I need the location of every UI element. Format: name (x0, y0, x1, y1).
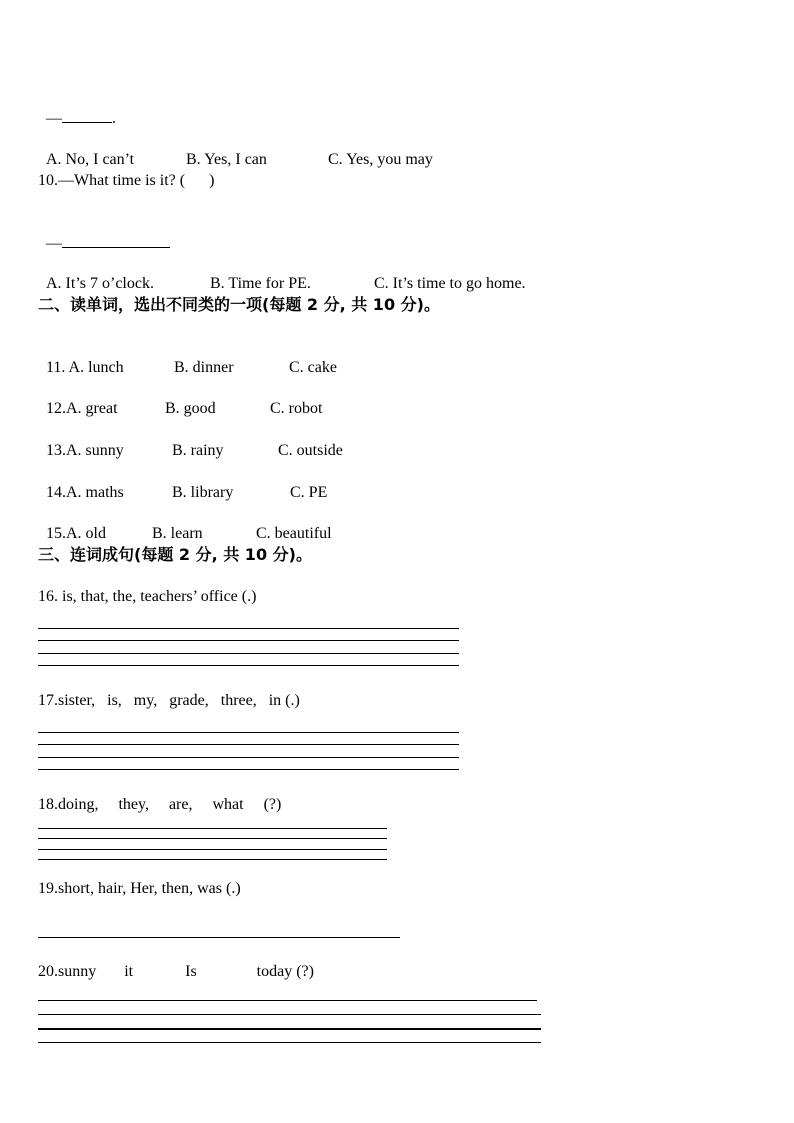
item-b: B. rainy (172, 442, 224, 459)
writing-line[interactable] (38, 769, 459, 770)
list-item (38, 463, 328, 503)
option-a: A. No, I can’t (46, 151, 135, 168)
q10-options (38, 254, 526, 294)
dash: — (46, 235, 62, 252)
item-a: 12.A. great (46, 400, 118, 417)
writing-line[interactable] (38, 1000, 537, 1001)
q10-question: 10.—What time is it? ( ) (38, 172, 215, 189)
item-a: 11. A. lunch (46, 359, 124, 376)
item-c: C. PE (290, 484, 328, 501)
q18-prompt: 18.doing, they, are, what (?) (38, 796, 282, 813)
writing-line[interactable] (38, 665, 459, 666)
period: . (112, 110, 116, 127)
item-b: B. learn (152, 525, 203, 542)
item-c: C. outside (278, 442, 343, 459)
list-item (38, 379, 323, 419)
writing-line[interactable] (38, 849, 387, 850)
q16-prompt: 16. is, that, the, teachers’ office (.) (38, 588, 257, 605)
option-b: B. Time for PE. (210, 275, 311, 292)
writing-line[interactable] (38, 628, 459, 629)
q20-prompt: 20.sunny it Is today (?) (38, 963, 314, 980)
item-b: B. library (172, 484, 234, 501)
writing-line[interactable] (38, 744, 459, 745)
writing-line[interactable] (38, 757, 459, 758)
answer-blank[interactable] (62, 108, 112, 123)
list-item (38, 421, 343, 461)
q19-prompt: 19.short, hair, Her, then, was (.) (38, 880, 241, 897)
item-c: C. robot (270, 400, 323, 417)
option-b: B. Yes, I can (186, 151, 267, 168)
writing-line[interactable] (38, 937, 400, 938)
writing-line[interactable] (38, 640, 459, 641)
writing-line[interactable] (38, 653, 459, 654)
q17-prompt: 17.sister, is, my, grade, three, in (.) (38, 692, 300, 709)
writing-line[interactable] (38, 1042, 541, 1043)
writing-line[interactable] (38, 838, 387, 839)
item-c: C. beautiful (256, 525, 332, 542)
option-c: C. It’s time to go home. (374, 275, 526, 292)
q10-answer-line (38, 213, 170, 254)
q9-answer-line (38, 88, 116, 129)
list-item (38, 338, 337, 378)
option-c: C. Yes, you may (328, 151, 433, 168)
writing-line[interactable] (38, 1028, 541, 1030)
item-a: 15.A. old (46, 525, 106, 542)
answer-blank[interactable] (62, 233, 170, 248)
writing-line[interactable] (38, 859, 387, 860)
option-a: A. It’s 7 o’clock. (46, 275, 154, 292)
item-b: B. dinner (174, 359, 234, 376)
list-item (38, 504, 332, 544)
item-a: 14.A. maths (46, 484, 124, 501)
section-3-heading: 三、连词成句(每题 2 分, 共 10 分)。 (38, 545, 312, 564)
dash: — (46, 110, 62, 127)
item-c: C. cake (289, 359, 337, 376)
writing-line[interactable] (38, 828, 387, 829)
writing-line[interactable] (38, 732, 459, 733)
writing-line[interactable] (38, 1014, 541, 1015)
item-a: 13.A. sunny (46, 442, 124, 459)
q9-options (38, 130, 433, 170)
item-b: B. good (165, 400, 216, 417)
section-2-heading: 二、读单词，选出不同类的一项(每题 2 分, 共 10 分)。 (38, 295, 440, 314)
